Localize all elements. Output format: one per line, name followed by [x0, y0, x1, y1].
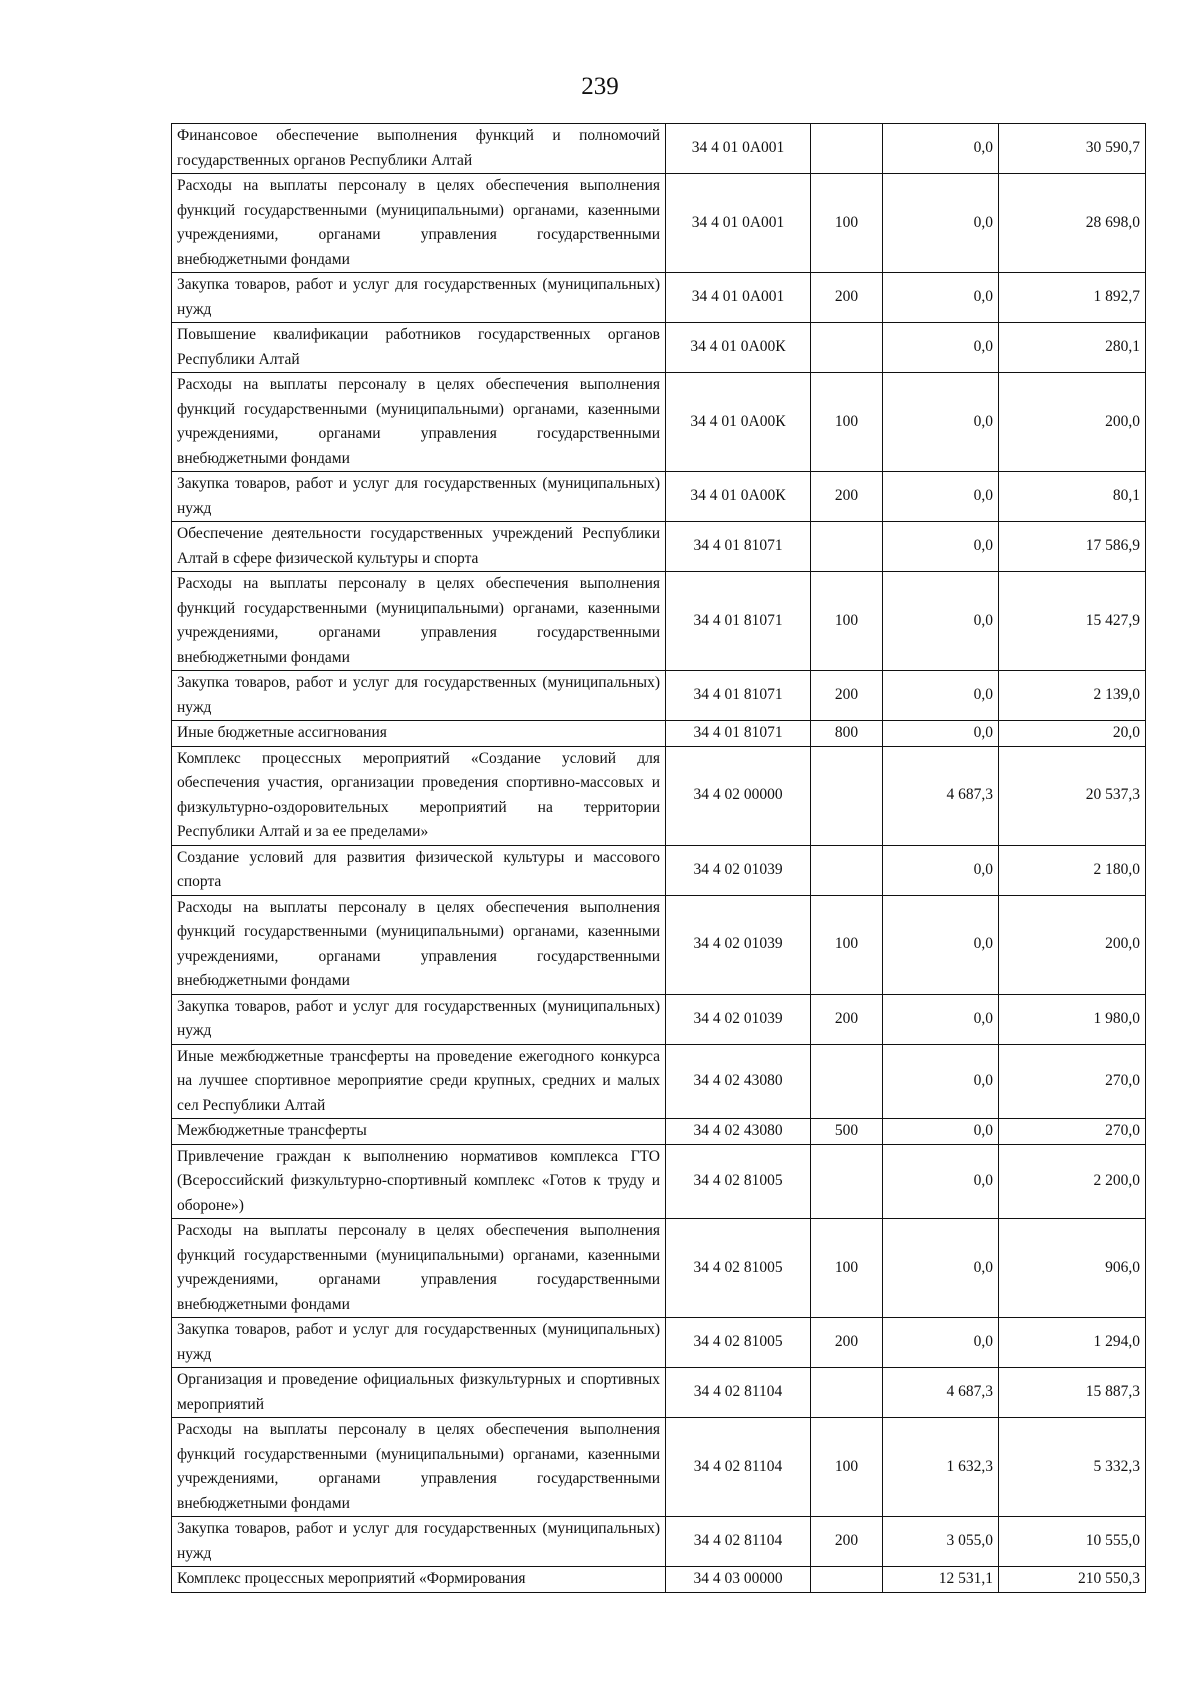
budget-table-body	[172, 124, 1146, 1593]
row-expense-type: 100	[811, 895, 883, 994]
row-amount-2: 5 332,3	[999, 1418, 1146, 1517]
table-row	[172, 1144, 1146, 1219]
row-amount-1: 0,0	[883, 472, 999, 522]
row-code: 34 4 01 0А001	[666, 273, 811, 323]
row-amount-1: 0,0	[883, 522, 999, 572]
page-number: 239	[581, 73, 619, 100]
table-row	[172, 373, 1146, 472]
row-amount-1: 0,0	[883, 895, 999, 994]
row-description: Иные межбюджетные трансферты на проведение ежегодного конкурса на лучшее спортивное мероприятие среди крупных, средних и малых сел Республики Алтай	[172, 1044, 666, 1119]
row-amount-2: 20,0	[999, 721, 1146, 747]
row-description: Закупка товаров, работ и услуг для государственных (муниципальных) нужд	[172, 472, 666, 522]
row-amount-1: 0,0	[883, 994, 999, 1044]
row-expense-type: 100	[811, 174, 883, 273]
table-row	[172, 1044, 1146, 1119]
table-row	[172, 746, 1146, 845]
row-amount-2: 200,0	[999, 895, 1146, 994]
row-amount-2: 10 555,0	[999, 1517, 1146, 1567]
table-row	[172, 1318, 1146, 1368]
row-description: Закупка товаров, работ и услуг для государственных (муниципальных) нужд	[172, 273, 666, 323]
row-expense-type: 200	[811, 994, 883, 1044]
row-expense-type: 800	[811, 721, 883, 747]
row-description: Создание условий для развития физической культуры и массового спорта	[172, 845, 666, 895]
row-code: 34 4 01 0А001	[666, 124, 811, 174]
table-row	[172, 671, 1146, 721]
row-description: Иные бюджетные ассигнования	[172, 721, 666, 747]
row-amount-1: 0,0	[883, 124, 999, 174]
table-row	[172, 1219, 1146, 1318]
row-amount-1: 0,0	[883, 572, 999, 671]
row-amount-1: 0,0	[883, 323, 999, 373]
row-amount-2: 28 698,0	[999, 174, 1146, 273]
row-expense-type	[811, 522, 883, 572]
row-code: 34 4 01 81071	[666, 572, 811, 671]
row-code: 34 4 01 81071	[666, 721, 811, 747]
row-amount-1: 0,0	[883, 1044, 999, 1119]
table-row	[172, 323, 1146, 373]
row-amount-1: 0,0	[883, 1119, 999, 1145]
row-amount-1: 0,0	[883, 1144, 999, 1219]
row-expense-type	[811, 746, 883, 845]
table-row	[172, 994, 1146, 1044]
row-code: 34 4 02 81104	[666, 1517, 811, 1567]
row-code: 34 4 03 00000	[666, 1567, 811, 1593]
row-code: 34 4 02 01039	[666, 845, 811, 895]
row-code: 34 4 02 81104	[666, 1418, 811, 1517]
row-expense-type: 100	[811, 373, 883, 472]
table-row	[172, 273, 1146, 323]
row-code: 34 4 01 0А00К	[666, 472, 811, 522]
row-expense-type: 200	[811, 273, 883, 323]
row-amount-2: 1 294,0	[999, 1318, 1146, 1368]
row-expense-type	[811, 1567, 883, 1593]
row-expense-type	[811, 323, 883, 373]
row-expense-type	[811, 124, 883, 174]
row-amount-2: 270,0	[999, 1044, 1146, 1119]
row-description: Комплекс процессных мероприятий «Формирования	[172, 1567, 666, 1593]
table-row	[172, 845, 1146, 895]
table-row	[172, 1119, 1146, 1145]
table-row	[172, 1517, 1146, 1567]
row-code: 34 4 02 01039	[666, 895, 811, 994]
row-description: Обеспечение деятельности государственных учреждений Республики Алтай в сфере физической культуры и спорта	[172, 522, 666, 572]
row-expense-type: 200	[811, 671, 883, 721]
row-description: Расходы на выплаты персоналу в целях обеспечения выполнения функций государственными (муниципальными) органами, казенными учреждениями, органами управления государственными внебюджетными фондами	[172, 373, 666, 472]
row-amount-1: 4 687,3	[883, 1368, 999, 1418]
row-expense-type: 100	[811, 572, 883, 671]
row-description: Расходы на выплаты персоналу в целях обеспечения выполнения функций государственными (муниципальными) органами, казенными учреждениями, органами управления государственными внебюджетными фондами	[172, 572, 666, 671]
row-amount-2: 80,1	[999, 472, 1146, 522]
table-row	[172, 895, 1146, 994]
row-code: 34 4 02 81005	[666, 1219, 811, 1318]
row-expense-type: 100	[811, 1418, 883, 1517]
row-code: 34 4 01 81071	[666, 671, 811, 721]
row-code: 34 4 02 00000	[666, 746, 811, 845]
table-row	[172, 124, 1146, 174]
row-expense-type: 200	[811, 1517, 883, 1567]
table-row	[172, 721, 1146, 747]
row-amount-2: 200,0	[999, 373, 1146, 472]
row-expense-type: 200	[811, 1318, 883, 1368]
row-code: 34 4 02 01039	[666, 994, 811, 1044]
row-amount-1: 12 531,1	[883, 1567, 999, 1593]
row-expense-type	[811, 845, 883, 895]
row-code: 34 4 01 0А001	[666, 174, 811, 273]
table-row	[172, 174, 1146, 273]
row-amount-1: 3 055,0	[883, 1517, 999, 1567]
table-row	[172, 1418, 1146, 1517]
row-amount-1: 0,0	[883, 845, 999, 895]
row-description: Расходы на выплаты персоналу в целях обеспечения выполнения функций государственными (муниципальными) органами, казенными учреждениями, органами управления государственными внебюджетными фондами	[172, 1219, 666, 1318]
row-description: Повышение квалификации работников государственных органов Республики Алтай	[172, 323, 666, 373]
row-expense-type	[811, 1368, 883, 1418]
row-amount-2: 20 537,3	[999, 746, 1146, 845]
row-amount-2: 15 887,3	[999, 1368, 1146, 1418]
row-amount-2: 2 139,0	[999, 671, 1146, 721]
row-amount-1: 0,0	[883, 174, 999, 273]
row-expense-type	[811, 1044, 883, 1119]
row-description: Расходы на выплаты персоналу в целях обеспечения выполнения функций государственными (муниципальными) органами, казенными учреждениями, органами управления государственными внебюджетными фондами	[172, 1418, 666, 1517]
budget-table	[171, 123, 1146, 1593]
row-amount-2: 2 180,0	[999, 845, 1146, 895]
row-expense-type: 200	[811, 472, 883, 522]
row-amount-1: 4 687,3	[883, 746, 999, 845]
row-description: Привлечение граждан к выполнению нормативов комплекса ГТО (Всероссийский физкультурно-спортивный комплекс «Готов к труду и обороне»)	[172, 1144, 666, 1219]
table-row	[172, 472, 1146, 522]
row-amount-2: 17 586,9	[999, 522, 1146, 572]
row-amount-2: 30 590,7	[999, 124, 1146, 174]
row-description: Организация и проведение официальных физкультурных и спортивных мероприятий	[172, 1368, 666, 1418]
row-amount-2: 906,0	[999, 1219, 1146, 1318]
row-code: 34 4 01 81071	[666, 522, 811, 572]
row-amount-1: 0,0	[883, 671, 999, 721]
row-code: 34 4 02 81005	[666, 1144, 811, 1219]
table-row	[172, 1368, 1146, 1418]
row-description: Закупка товаров, работ и услуг для государственных (муниципальных) нужд	[172, 1318, 666, 1368]
row-amount-1: 0,0	[883, 273, 999, 323]
row-description: Межбюджетные трансферты	[172, 1119, 666, 1145]
row-expense-type	[811, 1144, 883, 1219]
row-code: 34 4 01 0А00К	[666, 373, 811, 472]
row-expense-type: 500	[811, 1119, 883, 1145]
row-amount-2: 2 200,0	[999, 1144, 1146, 1219]
row-description: Расходы на выплаты персоналу в целях обеспечения выполнения функций государственными (муниципальными) органами, казенными учреждениями, органами управления государственными внебюджетными фондами	[172, 895, 666, 994]
row-amount-1: 0,0	[883, 1318, 999, 1368]
row-amount-2: 1 892,7	[999, 273, 1146, 323]
row-description: Расходы на выплаты персоналу в целях обеспечения выполнения функций государственными (муниципальными) органами, казенными учреждениями, органами управления государственными внебюджетными фондами	[172, 174, 666, 273]
row-expense-type: 100	[811, 1219, 883, 1318]
row-amount-2: 280,1	[999, 323, 1146, 373]
row-description: Закупка товаров, работ и услуг для государственных (муниципальных) нужд	[172, 671, 666, 721]
row-description: Финансовое обеспечение выполнения функций и полномочий государственных органов Республики Алтай	[172, 124, 666, 174]
row-description: Закупка товаров, работ и услуг для государственных (муниципальных) нужд	[172, 1517, 666, 1567]
table-row	[172, 572, 1146, 671]
row-amount-2: 270,0	[999, 1119, 1146, 1145]
row-code: 34 4 02 43080	[666, 1044, 811, 1119]
row-amount-1: 0,0	[883, 1219, 999, 1318]
row-amount-2: 15 427,9	[999, 572, 1146, 671]
row-amount-1: 0,0	[883, 373, 999, 472]
row-description: Закупка товаров, работ и услуг для государственных (муниципальных) нужд	[172, 994, 666, 1044]
row-description: Комплекс процессных мероприятий «Создание условий для обеспечения участия, организации проведения спортивно-массовых и физкультурно-оздоровительных мероприятий на территории Республики Алтай и за ее пределами»	[172, 746, 666, 845]
row-code: 34 4 02 81005	[666, 1318, 811, 1368]
row-code: 34 4 01 0А00К	[666, 323, 811, 373]
row-amount-1: 1 632,3	[883, 1418, 999, 1517]
table-row	[172, 1567, 1146, 1593]
row-amount-2: 210 550,3	[999, 1567, 1146, 1593]
row-code: 34 4 02 81104	[666, 1368, 811, 1418]
row-code: 34 4 02 43080	[666, 1119, 811, 1145]
row-amount-1: 0,0	[883, 721, 999, 747]
row-amount-2: 1 980,0	[999, 994, 1146, 1044]
table-row	[172, 522, 1146, 572]
